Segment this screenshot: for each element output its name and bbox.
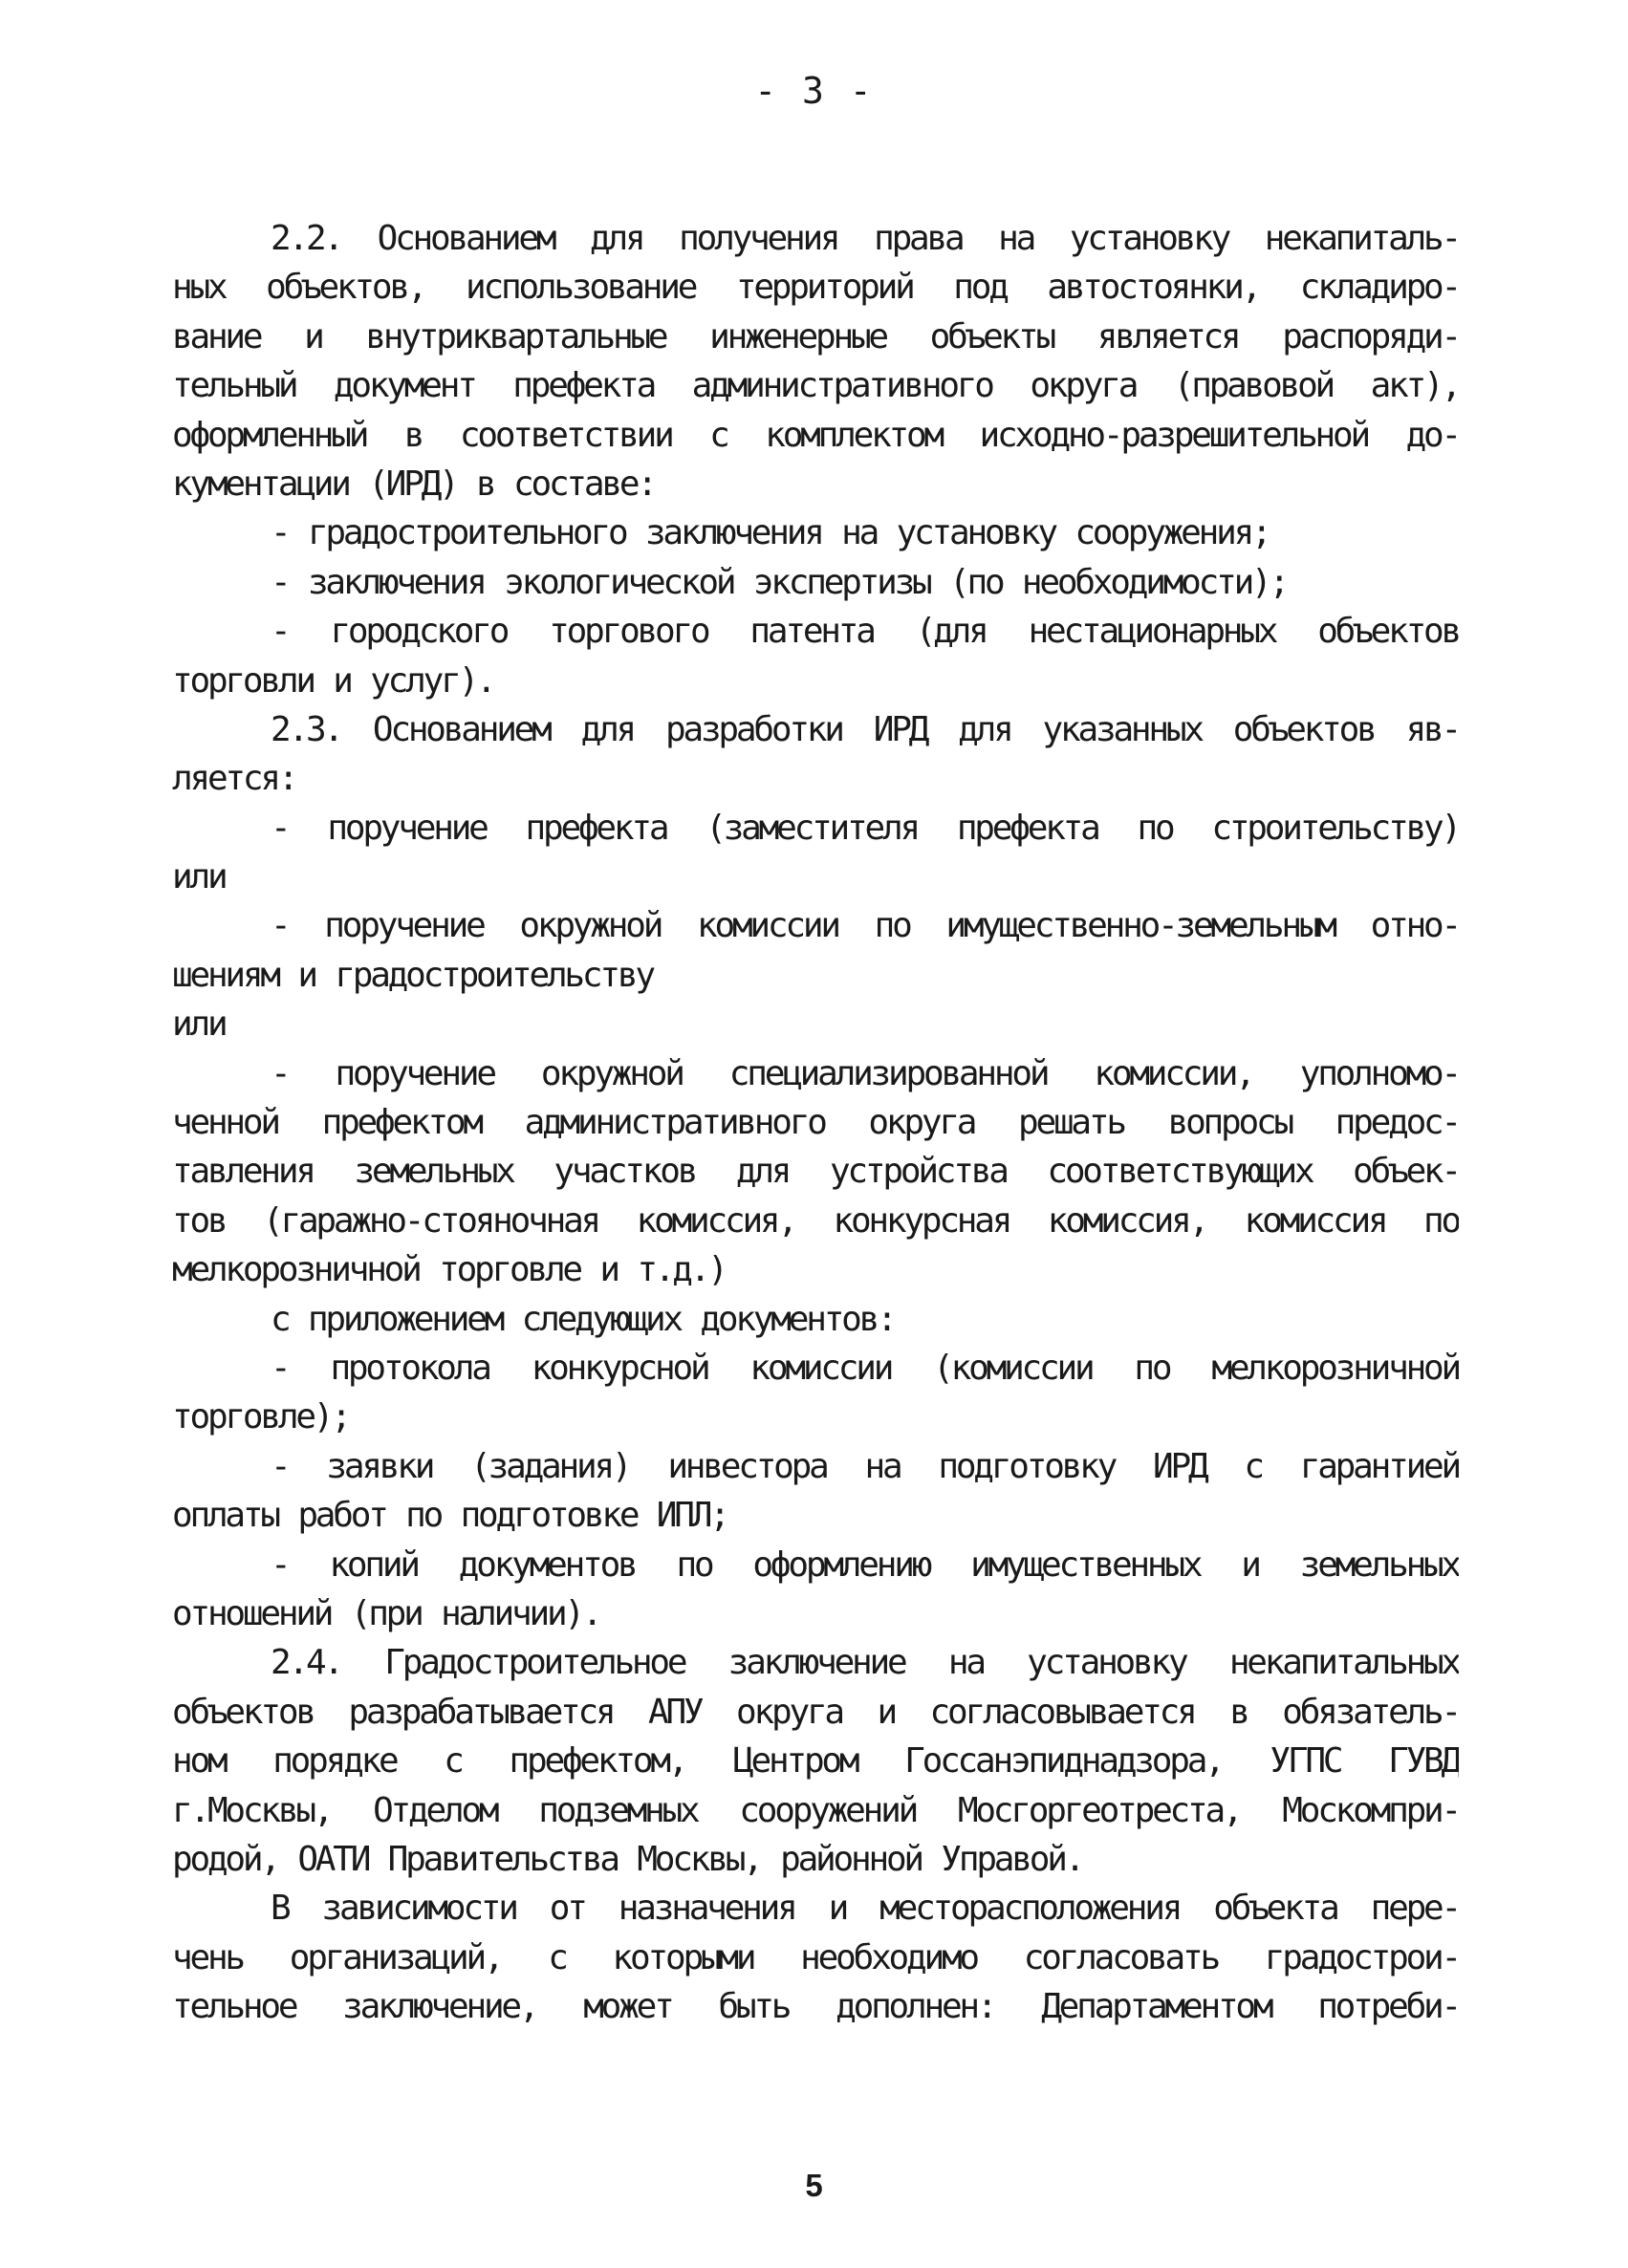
text-line: объектов разрабатывается АПУ округа и согласовывается в обязатель- — [172, 1692, 1459, 1732]
text-line: - копий документов по оформлению имущественных и земельных — [271, 1544, 1459, 1585]
text-line: кументации (ИРД) в составе: — [172, 464, 655, 504]
text-line: оплаты работ по подготовке ИПЛ; — [172, 1496, 727, 1536]
text-line: мелкорозничной торговле и т.д.) — [172, 1250, 726, 1290]
text-line: с приложением следующих документов: — [271, 1299, 895, 1339]
text-line: - городского торгового патента (для нестационарных объектов — [271, 612, 1459, 652]
text-line: родой, ОАТИ Правительства Москвы, районной Управой. — [172, 1839, 1083, 1879]
text-line: - поручение окружной комиссии по имущественно-земельным отно- — [271, 906, 1459, 946]
text-line: - поручение окружной специализированной комиссии, уполномо- — [271, 1053, 1459, 1093]
text-line: - заявки (задания) инвестора на подготовку ИРД с гарантией — [271, 1446, 1459, 1486]
text-line: тельный документ префекта административного округа (правовой акт), — [172, 366, 1459, 406]
text-line: ляется: — [172, 759, 296, 799]
text-line: или — [172, 857, 226, 897]
text-line: тавления земельных участков для устройства соответствующих объек- — [172, 1152, 1459, 1192]
text-line: ных объектов, использование территорий под автостоянки, складиро- — [172, 268, 1459, 308]
text-line: - заключения экологической экспертизы (по необходимости); — [271, 562, 1288, 602]
page-footer-number: 5 — [805, 2168, 823, 2203]
text-line: - градостроительного заключения на установку сооружения; — [271, 513, 1270, 553]
text-line: - поручение префекта (заместителя префекта по строительству) — [271, 808, 1459, 848]
text-line: торговле); — [172, 1397, 349, 1437]
text-line: г.Москвы, Отделом подземных сооружений Мосгоргеотреста, Москомпри- — [172, 1790, 1459, 1830]
text-line: - протокола конкурсной комиссии (комиссии по мелкорозничной — [271, 1348, 1459, 1388]
text-line: вание и внутриквартальные инженерные объекты является распоряди- — [172, 316, 1459, 356]
text-line: ном порядке с префектом, Центром Госсанэпиднадзора, УГПС ГУВД — [172, 1741, 1459, 1782]
text-line: оформленный в соответствии с комплектом исходно-разрешительной до- — [172, 415, 1459, 455]
text-line: В зависимости от назначения и месторасположения объекта пере- — [271, 1889, 1459, 1929]
text-line: отношений (при наличии). — [172, 1593, 600, 1633]
text-line: 2.4. Градостроительное заключение на установку некапитальных — [271, 1643, 1459, 1683]
text-line: чень организаций, с которыми необходимо согласовать градострои- — [172, 1937, 1459, 1977]
text-line: или — [172, 1004, 226, 1045]
document-body — [172, 214, 1459, 2031]
text-line: шениям и градостроительству — [172, 955, 653, 995]
text-line: торговли и услуг). — [172, 660, 494, 701]
text-line: 2.3. Основанием для разработки ИРД для указанных объектов яв- — [271, 709, 1459, 749]
text-line: ченной префектом административного округа решать вопросы предос- — [172, 1103, 1459, 1143]
page-header-number: - 3 - — [754, 70, 874, 112]
text-line: 2.2. Основанием для получения права на установку некапиталь- — [271, 219, 1459, 258]
text-line: тельное заключение, может быть дополнен: Департаментом потреби- — [172, 1987, 1459, 2027]
text-line: тов (гаражно-стояночная комиссия, конкурсная комиссия, комиссия по — [172, 1200, 1459, 1241]
